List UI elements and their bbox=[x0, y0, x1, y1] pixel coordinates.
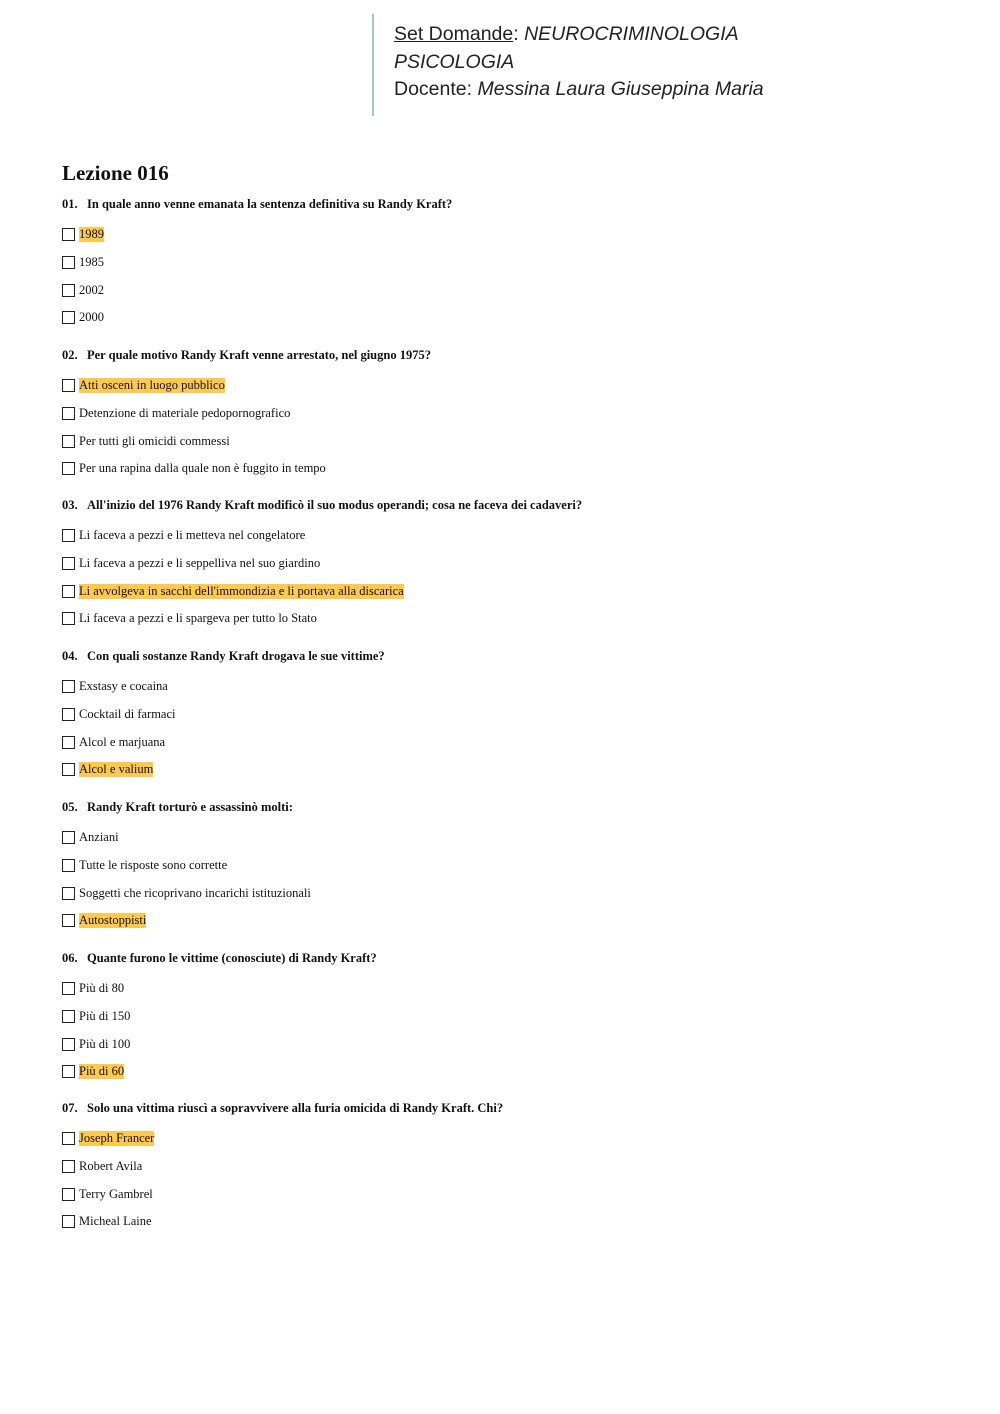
question-3 bbox=[62, 496, 962, 633]
checkbox[interactable] bbox=[62, 982, 75, 995]
answer-option[interactable] bbox=[62, 605, 962, 633]
answer-option[interactable] bbox=[62, 673, 962, 701]
set-value-line1: NEUROCRIMINOLOGIA bbox=[524, 23, 739, 45]
question-1 bbox=[62, 195, 962, 332]
set-line-2 bbox=[394, 49, 932, 77]
checkbox[interactable] bbox=[62, 680, 75, 693]
checkbox[interactable] bbox=[62, 256, 75, 269]
answer-option[interactable] bbox=[62, 1058, 962, 1086]
answer-text: Atti osceni in luogo pubblico bbox=[79, 378, 225, 393]
checkbox[interactable] bbox=[62, 1132, 75, 1145]
answer-text: Li faceva a pezzi e li spargeva per tutto lo Stato bbox=[79, 611, 317, 626]
answer-text: Per tutti gli omicidi commessi bbox=[79, 433, 230, 448]
checkbox[interactable] bbox=[62, 557, 75, 570]
answer-text: Più di 150 bbox=[79, 1009, 131, 1024]
answer-option[interactable] bbox=[62, 1003, 962, 1031]
answer-text: 2002 bbox=[79, 282, 104, 297]
answer-list bbox=[62, 221, 962, 332]
question-5 bbox=[62, 798, 962, 935]
answer-option[interactable] bbox=[62, 577, 962, 605]
answer-text: Cocktail di farmaci bbox=[79, 707, 176, 722]
checkbox[interactable] bbox=[62, 1188, 75, 1201]
question-2 bbox=[62, 346, 962, 483]
question-text bbox=[62, 195, 962, 213]
answer-text: Detenzione di materiale pedopornografico bbox=[79, 406, 291, 421]
question-label: In quale anno venne emanata la sentenza definitiva su Randy Kraft? bbox=[87, 197, 453, 211]
answer-text: Terry Gambrel bbox=[79, 1186, 153, 1201]
answer-text: Autostoppisti bbox=[79, 913, 147, 928]
answer-text: Alcol e valium bbox=[79, 762, 154, 777]
checkbox[interactable] bbox=[62, 435, 75, 448]
question-label: Per quale motivo Randy Kraft venne arrestato, nel giugno 1975? bbox=[87, 348, 431, 362]
answer-text: 1989 bbox=[79, 227, 104, 242]
question-text bbox=[62, 798, 962, 816]
answer-option[interactable] bbox=[62, 1125, 962, 1153]
question-text bbox=[62, 647, 962, 665]
answer-text: Per una rapina dalla quale non è fuggito in tempo bbox=[79, 461, 326, 476]
answer-text: Più di 60 bbox=[79, 1064, 125, 1079]
checkbox[interactable] bbox=[62, 407, 75, 420]
checkbox[interactable] bbox=[62, 379, 75, 392]
answer-option[interactable] bbox=[62, 852, 962, 880]
checkbox[interactable] bbox=[62, 1010, 75, 1023]
checkbox[interactable] bbox=[62, 228, 75, 241]
checkbox[interactable] bbox=[62, 831, 75, 844]
checkbox[interactable] bbox=[62, 1038, 75, 1051]
set-label: Set Domande bbox=[394, 23, 514, 45]
docente-label: Docente: bbox=[394, 78, 473, 100]
answer-list bbox=[62, 372, 962, 483]
checkbox[interactable] bbox=[62, 1160, 75, 1173]
question-4 bbox=[62, 647, 962, 784]
answer-option[interactable] bbox=[62, 728, 962, 756]
answer-option[interactable] bbox=[62, 1030, 962, 1058]
question-label: Quante furono le vittime (conosciute) di Randy Kraft? bbox=[87, 951, 377, 965]
answer-text: Li faceva a pezzi e li metteva nel congelatore bbox=[79, 528, 306, 543]
checkbox[interactable] bbox=[62, 736, 75, 749]
document-header bbox=[372, 14, 932, 116]
answer-option[interactable] bbox=[62, 400, 962, 428]
checkbox[interactable] bbox=[62, 311, 75, 324]
answer-text: Alcol e marjuana bbox=[79, 734, 166, 749]
question-number: 02. bbox=[62, 348, 78, 362]
docente-line bbox=[394, 76, 932, 104]
answer-text: Soggetti che ricoprivano incarichi istituzionali bbox=[79, 885, 311, 900]
answer-option[interactable] bbox=[62, 455, 962, 483]
answer-option[interactable] bbox=[62, 427, 962, 455]
answer-option[interactable] bbox=[62, 824, 962, 852]
question-text bbox=[62, 1099, 962, 1117]
question-label: Randy Kraft torturò e assassinò molti: bbox=[87, 800, 293, 814]
question-number: 05. bbox=[62, 800, 78, 814]
question-label: All'inizio del 1976 Randy Kraft modificò il suo modus operandi; cosa ne faceva dei cadaveri? bbox=[87, 498, 583, 512]
question-number: 06. bbox=[62, 951, 78, 965]
answer-text: Li faceva a pezzi e li seppelliva nel suo giardino bbox=[79, 556, 321, 571]
answer-option[interactable] bbox=[62, 276, 962, 304]
answer-option[interactable] bbox=[62, 249, 962, 277]
question-6 bbox=[62, 949, 962, 1086]
answer-text: Micheal Laine bbox=[79, 1214, 152, 1229]
answer-text: Anziani bbox=[79, 830, 119, 845]
checkbox[interactable] bbox=[62, 914, 75, 927]
answer-text: Tutte le risposte sono corrette bbox=[79, 858, 228, 873]
answer-option[interactable] bbox=[62, 304, 962, 332]
set-colon: : bbox=[513, 23, 519, 45]
question-number: 07. bbox=[62, 1101, 78, 1115]
answer-option[interactable] bbox=[62, 1153, 962, 1181]
checkbox[interactable] bbox=[62, 462, 75, 475]
answer-list bbox=[62, 1125, 962, 1236]
answer-option[interactable] bbox=[62, 701, 962, 729]
checkbox[interactable] bbox=[62, 585, 75, 598]
checkbox[interactable] bbox=[62, 284, 75, 297]
answer-option[interactable] bbox=[62, 1180, 962, 1208]
answer-text: Robert Avila bbox=[79, 1159, 143, 1174]
question-text bbox=[62, 346, 962, 364]
answer-option[interactable] bbox=[62, 879, 962, 907]
answer-text: 2000 bbox=[79, 310, 104, 325]
question-number: 03. bbox=[62, 498, 78, 512]
checkbox[interactable] bbox=[62, 529, 75, 542]
checkbox[interactable] bbox=[62, 612, 75, 625]
answer-text: Più di 80 bbox=[79, 981, 125, 996]
set-value-line2: PSICOLOGIA bbox=[394, 50, 515, 73]
answer-text: Exstasy e cocaina bbox=[79, 679, 168, 694]
docente-value: Messina Laura Giuseppina Maria bbox=[477, 78, 764, 100]
answer-option[interactable] bbox=[62, 1208, 962, 1236]
question-7 bbox=[62, 1099, 962, 1236]
answer-option[interactable] bbox=[62, 221, 962, 249]
question-text bbox=[62, 949, 962, 967]
lesson-title: Lezione 016 bbox=[62, 161, 169, 185]
question-number: 01. bbox=[62, 197, 78, 211]
checkbox[interactable] bbox=[62, 1215, 75, 1228]
question-number: 04. bbox=[62, 649, 78, 663]
question-label: Con quali sostanze Randy Kraft drogava le sue vittime? bbox=[87, 649, 385, 663]
answer-text: Li avvolgeva in sacchi dell'immondizia e li portava alla discarica bbox=[79, 583, 404, 598]
checkbox[interactable] bbox=[62, 1065, 75, 1078]
answer-option[interactable] bbox=[62, 907, 962, 935]
answer-option[interactable] bbox=[62, 372, 962, 400]
checkbox[interactable] bbox=[62, 859, 75, 872]
answer-option[interactable] bbox=[62, 550, 962, 578]
answer-list bbox=[62, 522, 962, 633]
answer-option[interactable] bbox=[62, 975, 962, 1003]
checkbox[interactable] bbox=[62, 887, 75, 900]
answer-list bbox=[62, 824, 962, 935]
question-text bbox=[62, 496, 962, 514]
answer-text: 1985 bbox=[79, 255, 104, 270]
set-line bbox=[394, 21, 932, 49]
answer-option[interactable] bbox=[62, 756, 962, 784]
answer-list bbox=[62, 975, 962, 1086]
answer-text: Più di 100 bbox=[79, 1036, 131, 1051]
checkbox[interactable] bbox=[62, 763, 75, 776]
answer-option[interactable] bbox=[62, 522, 962, 550]
question-label: Solo una vittima riuscì a sopravvivere alla furia omicida di Randy Kraft. Chi? bbox=[87, 1101, 504, 1115]
answer-list bbox=[62, 673, 962, 784]
checkbox[interactable] bbox=[62, 708, 75, 721]
answer-text: Joseph Francer bbox=[79, 1131, 155, 1146]
